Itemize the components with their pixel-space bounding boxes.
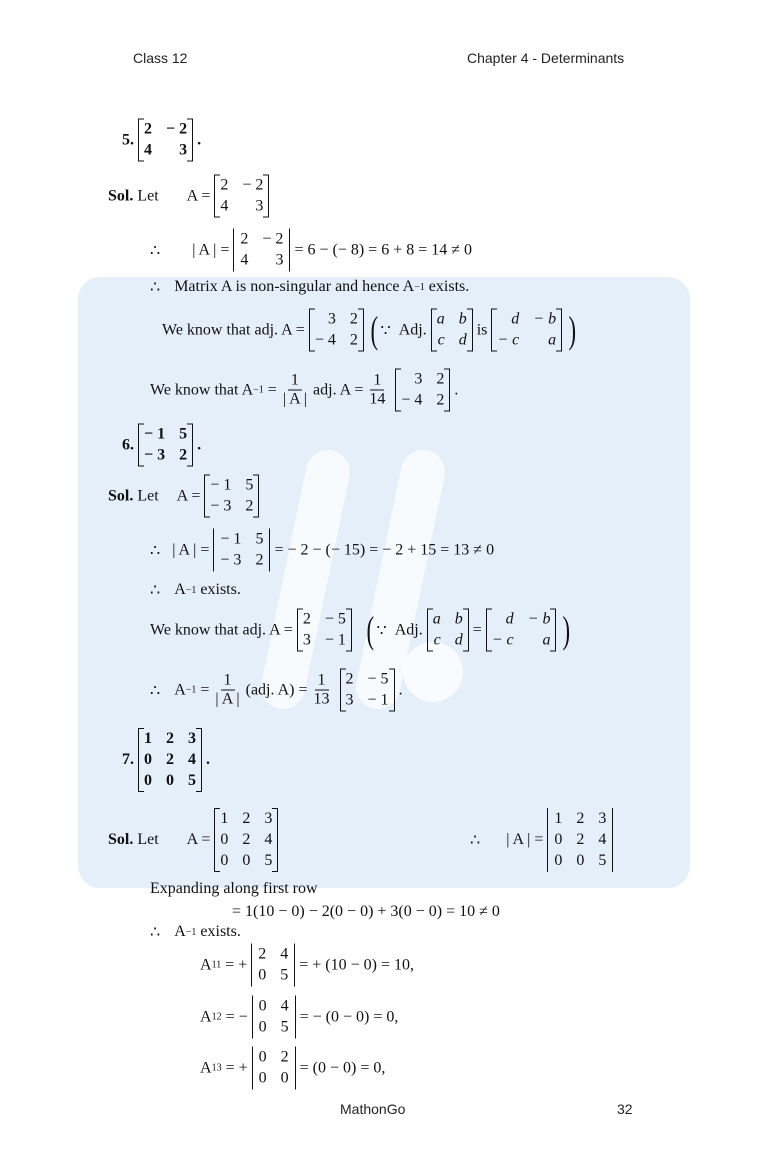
- matrix-cell: a: [542, 631, 551, 649]
- inverse-sup: −1: [185, 926, 197, 938]
- det-label: | A | =: [506, 831, 544, 848]
- cofactor-result: = (0 − 0) = 0,: [299, 1059, 386, 1076]
- matrix-cell: 2: [166, 751, 174, 768]
- matrix-cell: 4: [220, 197, 229, 215]
- matrix-cell: 0: [258, 1018, 267, 1036]
- numerator: 1: [288, 372, 302, 391]
- adj-a-text: adj. A =: [313, 381, 364, 398]
- matrix-cell: 1: [554, 810, 563, 827]
- q5-determinant: [150, 229, 472, 272]
- matrix-cell: 5: [264, 852, 273, 869]
- sol-label: Sol.: [108, 187, 134, 204]
- adj-a-text: (adj. A) =: [245, 681, 308, 698]
- matrix-cell: 4: [264, 831, 273, 848]
- fraction: [283, 372, 307, 409]
- generic-matrix: [427, 609, 469, 652]
- det-label: | A | =: [172, 541, 210, 558]
- matrix-cell: 4: [144, 141, 152, 159]
- q5-inverse: [150, 369, 458, 412]
- header-class: Class 12: [133, 50, 188, 66]
- matrix-cell: − 2: [262, 230, 284, 248]
- sol-label: Sol.: [108, 831, 134, 848]
- generic-matrix: [431, 309, 473, 352]
- matrix-cell: − 1: [220, 530, 242, 548]
- matrix-cell: d: [511, 310, 520, 328]
- matrix-cell: 4: [280, 945, 289, 963]
- matrix-cell: 5: [598, 852, 607, 869]
- matrix-cell: 2: [144, 120, 152, 138]
- matrix-cell: 5: [280, 1018, 289, 1036]
- matrix-cell: − c: [491, 631, 514, 649]
- matrix-cell: 0: [554, 831, 563, 848]
- matrix-cell: 5: [179, 425, 188, 443]
- matrix-cell: − 1: [144, 425, 166, 443]
- inverse-sup: −1: [185, 584, 197, 596]
- period: .: [206, 751, 210, 768]
- det-result: = − 2 − (− 15) = − 2 + 15 = 13 ≠ 0: [274, 541, 495, 558]
- footer-page-number: 32: [617, 1101, 633, 1117]
- matrix-cell: 2: [280, 1048, 289, 1066]
- cofactor-name: A: [200, 1059, 212, 1076]
- let-text: Let: [137, 187, 159, 204]
- matrix-cell: 2: [240, 230, 249, 248]
- adj-matrix: [297, 609, 352, 652]
- determinant: [547, 808, 613, 872]
- matrix-cell: 4: [240, 251, 249, 269]
- matrix-cell: d: [505, 610, 514, 628]
- equals: =: [472, 621, 482, 638]
- period: .: [197, 131, 202, 148]
- let-text: Let: [137, 487, 159, 504]
- equals: =: [267, 381, 277, 398]
- matrix-cell: 0: [166, 772, 174, 789]
- know-inv-text: We know that A: [150, 381, 254, 398]
- denominator: 14: [369, 390, 386, 408]
- know-adj-text: We know that adj. A =: [150, 621, 293, 638]
- exists-text: exists.: [196, 923, 241, 940]
- cofactor-a11: [200, 944, 414, 987]
- header-chapter: Chapter 4 - Determinants: [467, 50, 625, 66]
- matrix-cell: 3: [598, 810, 607, 827]
- matrix-cell: − 3: [144, 446, 166, 464]
- therefore-symbol: ∴: [150, 542, 161, 559]
- denominator: | A |: [215, 690, 240, 708]
- inverse-sup: −1: [185, 684, 197, 696]
- a-equals: A =: [186, 831, 211, 848]
- q7-expanding: Expanding along first row: [150, 880, 318, 897]
- matrix-cell: a: [436, 310, 445, 328]
- cofactor-sign: = −: [225, 1008, 248, 1025]
- matrix-cell: − 3: [220, 551, 242, 569]
- matrix-cell: 0: [576, 852, 585, 869]
- therefore-symbol: ∴: [470, 832, 481, 849]
- matrix-cell: 1: [220, 810, 229, 827]
- q6-inverse: [150, 669, 403, 712]
- matrix-cell: 5: [255, 530, 264, 548]
- cofactor-name: A: [200, 956, 212, 973]
- q5-nonsingular: [150, 277, 469, 297]
- because-symbol: ∵: [380, 322, 391, 339]
- q5-adj: We know that adj. A = 3 2 − 4 2 ( ∵ Adj. a b c d is d − b − c a ): [162, 309, 577, 351]
- matrix-cell: 0: [144, 772, 152, 789]
- exists-text: exists.: [196, 581, 241, 598]
- generic-adj-matrix: [491, 309, 562, 352]
- matrix-cell: c: [437, 331, 445, 349]
- matrix-cell: 3: [345, 691, 354, 709]
- matrix-cell: − 2: [242, 176, 264, 194]
- matrix: [138, 424, 193, 467]
- matrix-cell: 2: [245, 497, 254, 515]
- therefore-symbol: ∴: [150, 582, 161, 599]
- cofactor-result: = + (10 − 0) = 10,: [299, 956, 414, 973]
- matrix-cell: − 1: [324, 631, 346, 649]
- matrix-cell: 5: [280, 966, 289, 984]
- a-text: A: [174, 681, 186, 698]
- exists-text: exists.: [424, 278, 470, 295]
- therefore-symbol: ∴: [150, 279, 161, 296]
- a-text: A: [174, 923, 186, 940]
- because-symbol: ∵: [376, 622, 387, 639]
- q6-exists: [150, 580, 241, 600]
- period: .: [197, 436, 202, 453]
- cofactor-a12: [200, 996, 398, 1039]
- determinant: [233, 229, 290, 272]
- is-text: is: [476, 321, 488, 338]
- matrix-cell: 2: [436, 370, 445, 388]
- matrix-cell: − b: [533, 310, 557, 328]
- inverse-sup: −1: [253, 384, 264, 396]
- matrix-cell: − 5: [324, 610, 346, 628]
- fraction: [215, 672, 239, 709]
- matrix-cell: 3: [275, 251, 284, 269]
- q6-determinant: [150, 529, 494, 572]
- cofactor-sign: = +: [225, 956, 248, 973]
- matrix-cell: 2: [220, 176, 229, 194]
- matrix-cell: 2: [166, 730, 174, 747]
- denominator: | A |: [282, 390, 308, 408]
- matrix-cell: 0: [258, 1069, 267, 1087]
- minor-determinant: [251, 944, 295, 987]
- matrix-cell: 0: [220, 852, 229, 869]
- matrix: [138, 119, 193, 162]
- question-number: 5.: [122, 131, 134, 148]
- matrix-cell: − 4: [401, 391, 423, 409]
- matrix-cell: 3: [414, 370, 423, 388]
- matrix-cell: a: [432, 610, 441, 628]
- therefore-symbol: ∴: [150, 682, 161, 699]
- matrix-cell: 0: [258, 997, 267, 1015]
- matrix-cell: 5: [188, 772, 196, 789]
- determinant: [213, 529, 270, 572]
- cofactor-index: 13: [211, 1062, 222, 1074]
- numerator: 1: [370, 372, 384, 391]
- know-adj-text: We know that adj. A =: [162, 321, 305, 338]
- footer-brand: MathonGo: [340, 1101, 406, 1117]
- question-number: 7.: [122, 751, 134, 768]
- cofactor-index: 12: [211, 1011, 222, 1023]
- minor-determinant: [252, 1047, 296, 1090]
- matrix-cell: − 1: [367, 691, 389, 709]
- matrix: [214, 808, 278, 872]
- matrix: [138, 728, 202, 792]
- cofactor-index: 11: [211, 959, 222, 971]
- q6-sol-let: [108, 475, 263, 518]
- denominator: 13: [313, 690, 330, 708]
- matrix-cell: 3: [302, 631, 311, 649]
- matrix-cell: 2: [349, 310, 358, 328]
- adj-matrix: [395, 369, 450, 412]
- matrix-cell: b: [458, 310, 467, 328]
- matrix-cell: 3: [255, 197, 264, 215]
- matrix-cell: 3: [179, 141, 188, 159]
- therefore-symbol: ∴: [150, 242, 161, 259]
- matrix-cell: 5: [245, 476, 254, 494]
- matrix-cell: 2: [436, 391, 445, 409]
- minor-determinant: [252, 996, 296, 1039]
- matrix-cell: 2: [179, 446, 188, 464]
- matrix-cell: 1: [144, 730, 152, 747]
- matrix-cell: b: [454, 610, 463, 628]
- matrix: [214, 175, 269, 218]
- adj-matrix: [340, 669, 395, 712]
- q7-expansion: = 1(10 − 0) − 2(0 − 0) + 3(0 − 0) = 10 ≠ 0: [232, 903, 500, 920]
- numerator: 1: [315, 672, 329, 691]
- matrix-cell: 0: [258, 966, 267, 984]
- sol-label: Sol.: [108, 487, 134, 504]
- question-6: [122, 424, 201, 467]
- matrix-cell: 2: [576, 810, 585, 827]
- cofactor-name: A: [200, 1008, 212, 1025]
- question-5: [122, 119, 201, 162]
- let-text: Let: [137, 831, 159, 848]
- q7-sol-let: [108, 808, 282, 872]
- therefore-symbol: ∴: [150, 924, 161, 941]
- matrix-cell: 0: [280, 1069, 289, 1087]
- adj-label: Adj.: [398, 321, 427, 338]
- det-label: | A | =: [192, 241, 230, 258]
- adj-label: Adj.: [394, 621, 423, 638]
- cofactor-sign: = +: [225, 1059, 248, 1076]
- a-equals: A =: [176, 487, 201, 504]
- matrix-cell: 2: [349, 331, 358, 349]
- matrix-cell: 2: [242, 831, 251, 848]
- a-equals: A =: [186, 187, 211, 204]
- matrix-cell: 2: [576, 831, 585, 848]
- cofactor-a13: [200, 1047, 385, 1090]
- matrix-cell: − 1: [210, 476, 232, 494]
- matrix-cell: − 5: [367, 670, 389, 688]
- a-text: A: [174, 581, 186, 598]
- fraction: [369, 372, 385, 409]
- matrix-cell: 2: [302, 610, 311, 628]
- matrix-cell: d: [454, 631, 463, 649]
- q7-determinant: [470, 808, 617, 872]
- matrix-cell: 4: [598, 831, 607, 848]
- matrix: [204, 475, 259, 518]
- matrix-cell: 3: [264, 810, 273, 827]
- matrix-cell: d: [458, 331, 467, 349]
- nonsingular-text: Matrix A is non-singular and hence A: [174, 278, 415, 295]
- matrix-cell: 0: [258, 1048, 267, 1066]
- inverse-sup: −1: [414, 281, 425, 293]
- matrix-cell: − 4: [314, 331, 336, 349]
- equals: =: [200, 681, 210, 698]
- matrix-cell: 3: [327, 310, 336, 328]
- fraction: [314, 672, 330, 709]
- matrix-cell: − 3: [210, 497, 232, 515]
- question-7: [122, 728, 210, 792]
- matrix-cell: 2: [255, 551, 264, 569]
- det-result: = 6 − (− 8) = 6 + 8 = 14 ≠ 0: [294, 241, 473, 258]
- matrix-cell: − b: [527, 610, 551, 628]
- matrix-cell: 0: [144, 751, 152, 768]
- matrix-cell: 3: [188, 730, 196, 747]
- matrix-cell: − c: [497, 331, 520, 349]
- matrix-cell: 2: [258, 945, 267, 963]
- numerator: 1: [221, 672, 235, 691]
- matrix-cell: 0: [554, 852, 563, 869]
- generic-adj-matrix: [486, 609, 557, 652]
- q5-sol-let: [108, 175, 273, 218]
- matrix-cell: 0: [220, 831, 229, 848]
- cofactor-result: = − (0 − 0) = 0,: [299, 1008, 399, 1025]
- adj-matrix: [309, 309, 364, 352]
- matrix-cell: 2: [345, 670, 354, 688]
- matrix-cell: 0: [242, 852, 251, 869]
- q6-adj: We know that adj. A = 2 − 5 3 − 1 ( ∵ Adj. a b c d = d − b − c a ): [150, 609, 571, 651]
- period: .: [398, 681, 403, 698]
- matrix-cell: 4: [188, 751, 196, 768]
- matrix-cell: − 2: [166, 120, 188, 138]
- matrix-cell: 2: [242, 810, 251, 827]
- matrix-cell: a: [548, 331, 557, 349]
- matrix-cell: 4: [280, 997, 289, 1015]
- question-number: 6.: [122, 436, 134, 453]
- matrix-cell: c: [433, 631, 441, 649]
- period: .: [454, 381, 459, 398]
- q7-exists: [150, 922, 241, 942]
